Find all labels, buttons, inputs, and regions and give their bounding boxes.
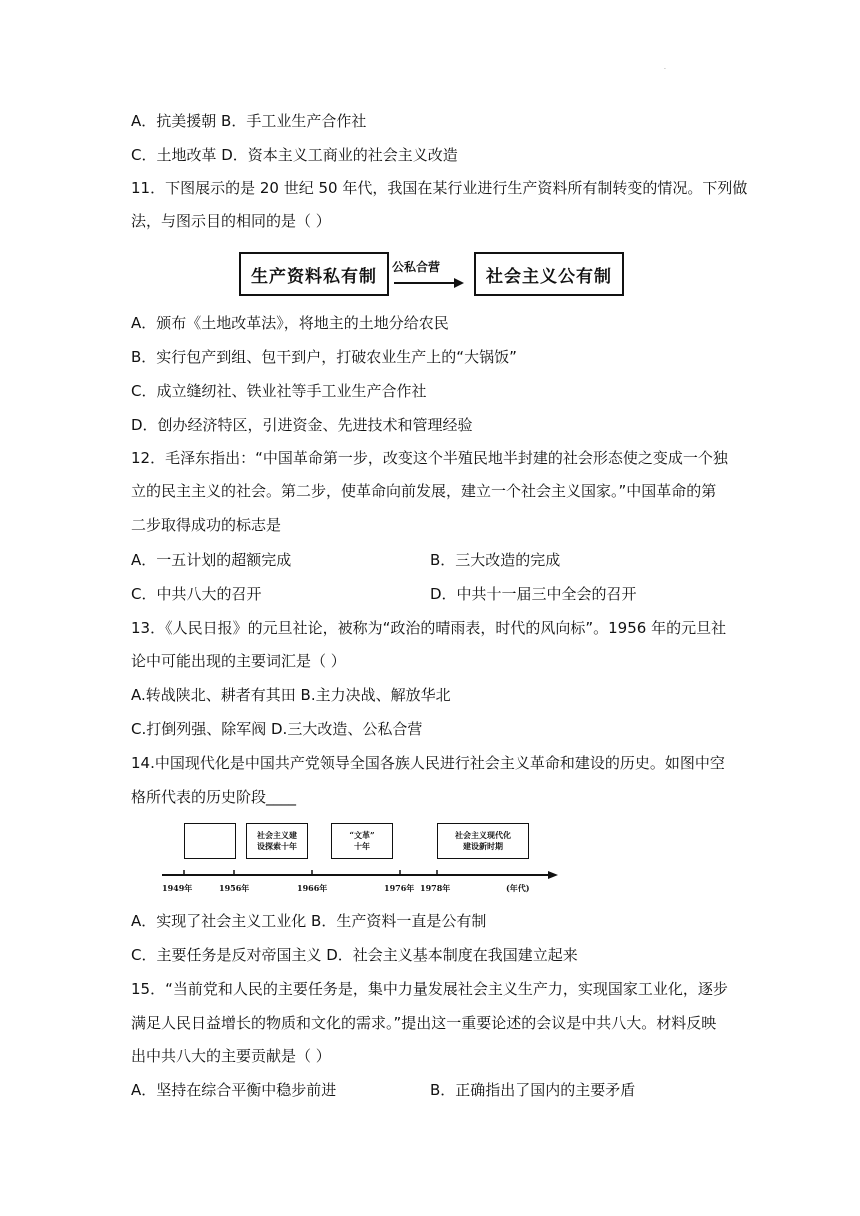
- arrow-icon: [392, 276, 466, 290]
- q12-stem-line2: 立的民主主义的社会。第二步，使革命向前发展，建立一个社会主义国家。”中国革命的第: [131, 482, 717, 500]
- q13-stem-line2: 论中可能出现的主要词汇是（ ）: [131, 652, 346, 670]
- q12-option-b: B．三大改造的完成: [430, 551, 561, 569]
- q11-option-a: A．颁布《土地改革法》，将地主的土地分给农民: [131, 314, 449, 332]
- q11-option-c: C．成立缝纫社、铁业社等手工业生产合作社: [131, 382, 427, 400]
- q11-option-b: B．实行包产到组、包干到户，打破农业生产上的“大锅饭”: [131, 348, 517, 366]
- q14-options-cd: C．主要任务是反对帝国主义 D．社会主义基本制度在我国建立起来: [131, 946, 578, 964]
- q12-stem-line1: 12．毛泽东指出：“中国革命第一步，改变这个半殖民地半封建的社会形态使之变成一个独: [131, 449, 728, 467]
- q15-stem-line2: 满足人民日益增长的物质和文化的需求。”提出这一重要论述的会议是中共八大。材料反映: [131, 1014, 717, 1032]
- q12-option-d: D．中共十一届三中全会的召开: [430, 585, 637, 603]
- year-1949: 1949年: [162, 883, 193, 893]
- q11-stem-line2: 法，与图示目的相同的是（ ）: [131, 212, 331, 230]
- q15-stem-line3: 出中共八大的主要贡献是（ ）: [131, 1047, 331, 1065]
- q15-stem-line1: 15．“当前党和人民的主要任务是，集中力量发展社会主义生产力，实现国家工业化，逐步: [131, 980, 728, 998]
- year-1976: 1976年: [384, 883, 415, 893]
- q13-options-cd: C.打倒列强、除军阀 D.三大改造、公私合营: [131, 720, 423, 738]
- q15-option-b: B．正确指出了国内的主要矛盾: [430, 1081, 636, 1099]
- year-1956: 1956年: [219, 883, 250, 893]
- q10-options-cd: C．土地改革 D．资本主义工商业的社会主义改造: [131, 146, 458, 164]
- q10-options-ab: A．抗美援朝 B．手工业生产合作社: [131, 112, 367, 130]
- q11-option-d: D．创办经济特区，引进资金、先进技术和管理经验: [131, 416, 473, 434]
- timeline-box-new-period: 社会主义现代化 建设新时期: [437, 823, 529, 859]
- timeline-blank-box: [184, 823, 236, 859]
- arrow-label: 公私合营: [392, 260, 441, 274]
- year-1966: 1966年: [297, 883, 328, 893]
- q12-option-c: C．中共八大的召开: [131, 585, 262, 603]
- q12-stem-line3: 二步取得成功的标志是: [131, 516, 282, 534]
- q13-options-ab: A.转战陕北、耕者有其田 B.主力决战、解放华北: [131, 686, 451, 704]
- q14-stem-line1: 14.中国现代化是中国共产党领导全国各族人民进行社会主义革命和建设的历史。如图中空: [131, 754, 725, 772]
- timeline-box-cultural-revolution: “文革” 十年: [331, 823, 393, 859]
- year-1978: 1978年: [420, 883, 451, 893]
- private-ownership-box: 生产资料私有制: [239, 252, 389, 296]
- public-ownership-box: 社会主义公有制: [474, 252, 624, 296]
- q11-stem-line1: 11．下图展示的是 20 世纪 50 年代，我国在某行业进行生产资料所有制转变的情况。下列做: [131, 179, 748, 197]
- q14-stem-line2: 格所代表的历史阶段____: [131, 788, 297, 806]
- timeline-axis: [160, 868, 560, 882]
- q12-option-a: A．一五计划的超额完成: [131, 551, 292, 569]
- timeline-box-exploration: 社会主义建 设探索十年: [246, 823, 308, 859]
- q15-option-a: A．坚持在综合平衡中稳步前进: [131, 1081, 337, 1099]
- axis-unit: (年代): [506, 883, 530, 893]
- q14-options-ab: A．实现了社会主义工业化 B．生产资料一直是公有制: [131, 912, 487, 930]
- q13-stem-line1: 13．《人民日报》的元旦社论，被称为“政治的晴雨表，时代的风向标”。1956 年的元旦社: [131, 619, 727, 637]
- corner-mark: ·: [664, 66, 666, 73]
